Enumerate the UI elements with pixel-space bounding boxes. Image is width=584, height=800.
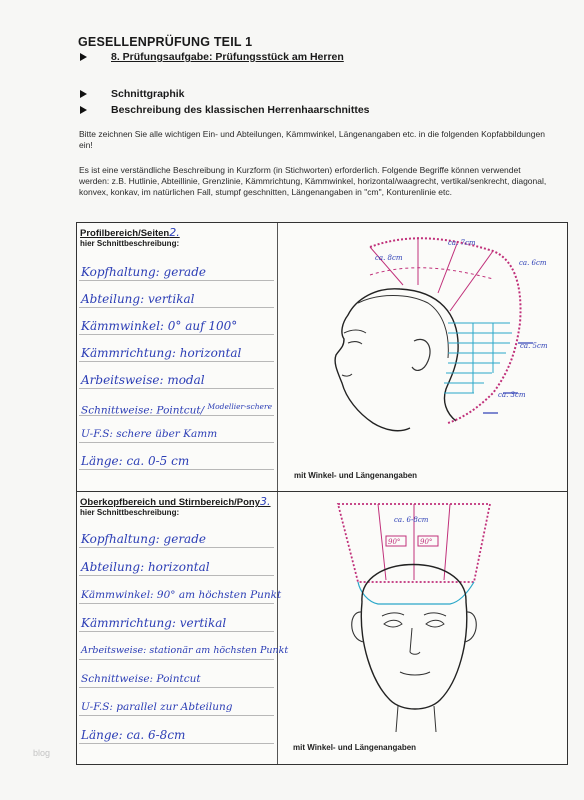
handwritten-line: Schnittweise: Pointcut xyxy=(79,670,274,688)
handwritten-line: Kämmrichtung: vertikal xyxy=(79,614,274,632)
bullet-beschreibung xyxy=(80,104,370,116)
instruction-paragraph-1: Bitte zeichnen Sie alle wichtigen Ein- und Abteilungen, Kämmwinkel, Längenangaben etc. in die folgenden Kopfabbildungen ein! xyxy=(79,129,545,150)
guide-arc xyxy=(370,237,493,311)
head-outline xyxy=(335,289,458,431)
hairline xyxy=(358,296,448,359)
nose xyxy=(410,628,420,654)
handwritten-line: Kämmrichtung: horizontal xyxy=(79,344,274,362)
handwritten-text: Schnittweise: Pointcut/ xyxy=(81,404,205,417)
neck xyxy=(396,706,436,732)
cyan-fringe xyxy=(358,582,474,604)
instruction-paragraph-2: Es ist eine verständliche Beschreibung in Kurzform (in Stichworten) erforderlich. Folgende Begriffe können verwendet werden: z.B. Hutlinie, Abteillinie, Grenzlinie, Kämmrichtung, Kämmwinkel, horizontal/waagrecht, vertikal/senkrecht, diagonal, konvex, konkav, im natürlichen Fall, stumpf geschnitten, Längenangaben in "cm", Konturenlinie etc. xyxy=(79,165,547,197)
length-label: ca. 6cm xyxy=(519,259,547,267)
cyan-sections xyxy=(444,323,512,393)
panel-heading-text: Profilbereich/Seiten xyxy=(80,228,170,239)
handwritten-line: Kämmwinkel: 0° auf 100° xyxy=(79,317,274,335)
panel-subheading: hier Schnittbeschreibung: xyxy=(80,508,180,517)
watermark: blog xyxy=(33,748,51,758)
eye-left xyxy=(384,620,402,627)
angle-label: 90° xyxy=(420,538,433,546)
panel-heading-text: Oberkopfbereich und Stirnbereich/Pony xyxy=(80,497,261,508)
brow-right xyxy=(424,613,446,616)
panel-top xyxy=(76,491,568,765)
handwritten-line: Arbeitsweise: modal xyxy=(79,371,274,389)
bullet-label: Schnittgraphik xyxy=(111,88,185,100)
length-label: ca. 8cm xyxy=(375,254,403,262)
head-outline xyxy=(361,565,466,710)
eye-right xyxy=(426,620,444,627)
front-head-diagram xyxy=(278,492,566,764)
description-column xyxy=(77,492,289,764)
length-label: ca. 3cm xyxy=(498,391,526,399)
length-label: ca. 5cm xyxy=(520,342,548,350)
mouth xyxy=(342,374,352,376)
mouth xyxy=(400,672,430,675)
length-label: ca. 6-8cm xyxy=(394,516,429,524)
handwritten-line: Länge: ca. 6-8cm xyxy=(79,726,274,744)
handwritten-line: U-F.S: schere über Kamm xyxy=(79,425,274,443)
panel-number: 2. xyxy=(169,226,180,239)
panel-heading xyxy=(77,223,277,239)
task-label: 8. Prüfungsaufgabe: Prüfungsstück am Herren xyxy=(111,51,344,63)
panel-number: 3. xyxy=(260,495,271,508)
handwritten-line: Kämmwinkel: 90° am höchsten Punkt xyxy=(79,586,274,604)
description-column xyxy=(77,223,278,491)
handwritten-line: Abteilung: horizontal xyxy=(79,558,274,576)
bullet-task xyxy=(80,51,344,63)
eye xyxy=(348,342,362,344)
handwritten-note: Modellier-schere xyxy=(207,402,273,411)
handwritten-line: Länge: ca. 0-5 cm xyxy=(79,452,274,470)
ear-outline xyxy=(412,339,430,370)
length-label: ca. 7cm xyxy=(448,239,476,247)
panel-heading xyxy=(77,492,277,508)
page-title: GESELLENPRÜFUNG TEIL 1 xyxy=(78,35,253,49)
bullet-label: Beschreibung des klassischen Herrenhaarschnittes xyxy=(111,104,370,116)
handwritten-line: Kopfhaltung: gerade xyxy=(79,263,274,281)
panel-profile xyxy=(76,222,568,492)
handwritten-line: Abteilung: vertikal xyxy=(79,290,274,308)
handwritten-line: Kopfhaltung: gerade xyxy=(79,530,274,548)
arrow-icon xyxy=(80,90,87,98)
profile-head-diagram xyxy=(278,223,566,491)
diagram-caption: mit Winkel- und Längenangaben xyxy=(293,743,417,752)
handwritten-line: U-F.S: parallel zur Abteilung xyxy=(79,698,274,716)
arrow-icon xyxy=(80,53,87,61)
panel-subheading: hier Schnittbeschreibung: xyxy=(80,239,180,248)
brow-left xyxy=(382,613,404,616)
brow xyxy=(344,330,366,333)
angle-label: 90° xyxy=(388,538,401,546)
handwritten-line xyxy=(79,398,274,416)
handwritten-line: Arbeitsweise: stationär am höchsten Punkt xyxy=(79,642,274,660)
arrow-icon xyxy=(80,106,87,114)
diagram-caption: mit Winkel- und Längenangaben xyxy=(294,471,418,480)
bullet-schnittgraphik xyxy=(80,88,185,100)
